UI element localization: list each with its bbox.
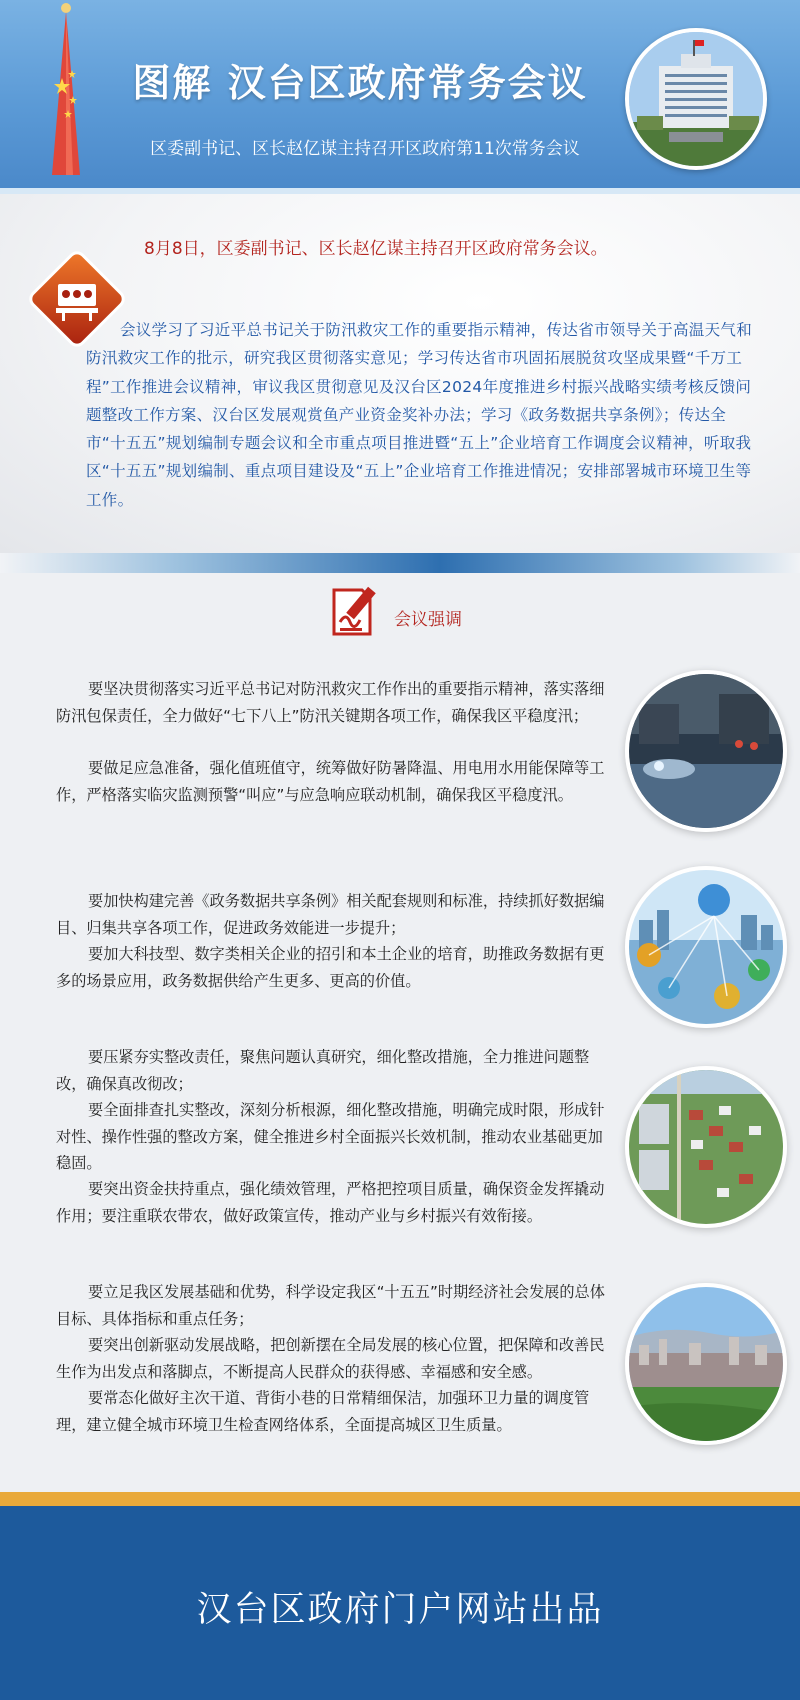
- rural-village-photo: [625, 1066, 787, 1228]
- flood-rain-photo: [625, 670, 787, 832]
- emphasis-paragraph: 要立足我区发展基础和优势，科学设定我区“十五五”时期经济社会发展的总体目标、具体指标和重点任务；: [56, 1283, 605, 1328]
- digital-city-photo: [625, 866, 787, 1028]
- footer-credit: 汉台区政府门户网站出品: [196, 1590, 604, 1630]
- section-divider: [0, 553, 800, 573]
- emphasis-paragraph: 要常态化做好主次干道、背街小巷的日常精细保洁，加强环卫力量的调度管理，建立健全城市环境卫生检查网络体系，全面提高城区卫生质量。: [56, 1389, 590, 1434]
- page-title: 图解 汉台区政府常务会议: [132, 60, 588, 105]
- intro-section: [0, 194, 800, 554]
- meeting-date-line: 8月8日，区委副书记、区长赵亿谋主持召开区政府常务会议。: [144, 239, 608, 259]
- emphasis-paragraph: 要坚决贯彻落实习近平总书记对防汛救灾工作作出的重要指示精神，落实落细防汛包保责任，全力做好“七下八上”防汛关键期各项工作，确保我区平稳度汛；: [56, 680, 605, 725]
- flag-icon: [46, 0, 86, 190]
- meeting-summary: 会议学习了习近平总书记关于防汛救灾工作的重要指示精神，传达省市领导关于高温天气和防汛救灾工作的批示，研究我区贯彻落实意见；学习传达省市巩固拓展脱贫攻坚成果暨“千万工程”工作推进会议精神，审议我区贯彻意见及汉台区2024年度推进乡村振兴战略实绩考核反馈问题整改工作方案、汉台区发展观赏鱼产业资金奖补办法；学习《政务数据共享条例》；传达全市“十五五”规划编制专题会议和全市重点项目推进暨“五上”企业培育工作调度会议精神，听取我区“十五五”规划编制、重点项目建设及“五上”企业培育工作推进情况；安排部署城市环境卫生等工作。: [86, 321, 753, 509]
- emphasis-paragraph: 要加大科技型、数字类相关企业的招引和本土企业的培育，助推政务数据有更多的场景应用，政务数据供给产生更多、更高的价值。: [56, 945, 605, 990]
- footer-accent-band: [0, 1492, 800, 1506]
- page-subtitle: 区委副书记、区长赵亿谋主持召开区政府第11次常务会议: [150, 139, 580, 159]
- footer: [0, 1506, 800, 1700]
- emphasis-paragraph: 要突出创新驱动发展战略，把创新摆在全局发展的核心位置，把保障和改善民生作为出发点和落脚点，不断提高人民群众的获得感、幸福感和安全感。: [56, 1336, 605, 1381]
- emphasis-paragraph: 要压紧夯实整改责任，聚焦问题认真研究，细化整改措施，全力推进问题整改，确保真改彻改；: [56, 1048, 590, 1093]
- header-banner: [0, 0, 800, 192]
- emphasis-heading: [326, 582, 526, 642]
- city-skyline-photo: [625, 1283, 787, 1445]
- emphasis-paragraph: 要加快构建完善《政务数据共享条例》相关配套规则和标准，持续抓好数据编目、归集共享各项工作，促进政务效能进一步提升；: [56, 892, 605, 937]
- emphasis-paragraph: 要突出资金扶持重点，强化绩效管理，严格把控项目质量，确保资金发挥撬动作用；要注重联农带农，做好政策宣传，推动产业与乡村振兴有效衔接。: [56, 1180, 605, 1225]
- government-building-photo: [625, 28, 767, 170]
- emphasis-paragraph: 要全面排查扎实整改，深刻分析根源，细化整改措施，明确完成时限，形成针对性、操作性强的整改方案，健全推进乡村全面振兴长效机制，推动农业基础更加稳固。: [56, 1101, 605, 1172]
- emphasis-title: 会议强调: [394, 610, 462, 630]
- emphasis-paragraph: 要做足应急准备，强化值班值守，统筹做好防暑降温、用电用水用能保障等工作，严格落实临灾监测预警“叫应”与应急响应联动机制，确保我区平稳度汛。: [56, 759, 605, 804]
- pen-document-icon: [326, 582, 384, 640]
